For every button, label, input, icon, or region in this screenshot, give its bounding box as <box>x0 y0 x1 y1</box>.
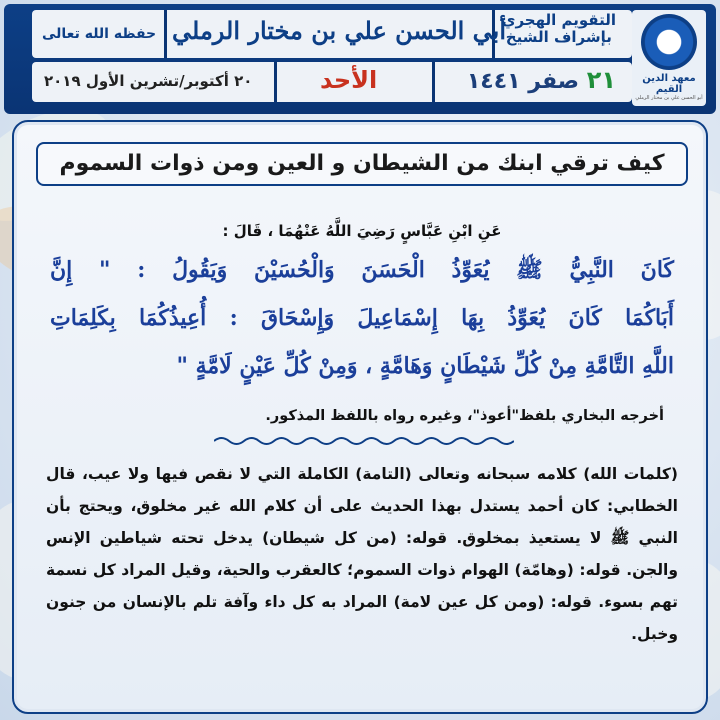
honorific: حفظه الله تعالى <box>42 26 157 42</box>
gregorian-date: ٢٠ أكتوبر/تشرين الأول ٢٠١٩ <box>44 72 253 90</box>
calendar-header <box>4 4 716 114</box>
header-divider <box>432 62 435 102</box>
logo-name: معهد الدين القيم <box>642 73 696 95</box>
calendar-title-line: التقويم الهجري <box>501 11 616 29</box>
article-title-box <box>36 142 688 186</box>
wavy-divider-icon <box>214 435 514 447</box>
narrator-line: عَنِ ابْنِ عَبَّاسٍ رَضِيَ اللَّهُ عَنْهُمَا ، قَالَ : <box>222 222 502 240</box>
hijri-date <box>467 66 616 94</box>
hijri-month-year: صفر ١٤٤١ <box>466 69 580 94</box>
hadith-explanation: (كلمات الله) كلامه سبحانه وتعالى (التامة) الكاملة التي لا نقص فيها ولا عيب، قال الخطابي: كان أحمد يستدل بهذا الحديث على أن كلام الله غير مخلوق، ويحتج بأن النبي ﷺ لا يستعيذ بمخلوق. قوله: (من كل شيطان) يدخل تحته شياطين الإنس والجن. قوله: (وهامّة) الهوام ذوات السموم؛ كالعقرب والحية، وقيل المراد كل نسمة تهم بسوء. قوله: (ومن كل عين لامة) المراد به كل داء وآفة تلم بالإنسان من جنون وخبل. <box>46 465 678 643</box>
hadith-source: أخرجه البخاري بلفظ"أعوذ"، وغيره رواه باللفظ المذكور. <box>265 408 664 424</box>
logo-emblem-icon <box>641 14 697 70</box>
header-divider <box>274 62 277 102</box>
header-divider <box>164 10 167 58</box>
hadith-card <box>12 120 708 714</box>
hadith-text-line: أَبَاكُمَا كَانَ يُعَوِّذُ بِهَا إِسْمَاعِيلَ وَإِسْحَاقَ : أُعِيذُكُمَا بِكَلِمَاتِ <box>50 305 674 331</box>
weekday: الأحد <box>320 66 378 94</box>
institute-logo <box>632 10 706 106</box>
hijri-day: ٢١ <box>586 66 616 94</box>
hadith-text-line: اللَّهِ التَّامَّةِ مِنْ كُلِّ شَيْطَانٍ وَهَامَّةٍ ، وَمِنْ كُلِّ عَيْنٍ لَامَّةٍ " <box>176 353 674 379</box>
hadith-text-line: كَانَ النَّبِيُّ ﷺ يُعَوِّذُ الْحَسَنَ وَالْحُسَيْنَ وَيَقُولُ : " إِنَّ <box>50 257 674 283</box>
calendar-title-line: بإشراف الشيخ <box>505 28 612 46</box>
sheikh-name: أبي الحسن علي بن مختار الرملي <box>172 16 507 45</box>
calendar-title <box>502 12 616 46</box>
article-title: كيف ترقي ابنك من الشيطان و العين ومن ذوات السموم <box>59 151 665 176</box>
logo-subtitle: أبو الحسن علي بن مختار الرملي <box>635 95 703 101</box>
